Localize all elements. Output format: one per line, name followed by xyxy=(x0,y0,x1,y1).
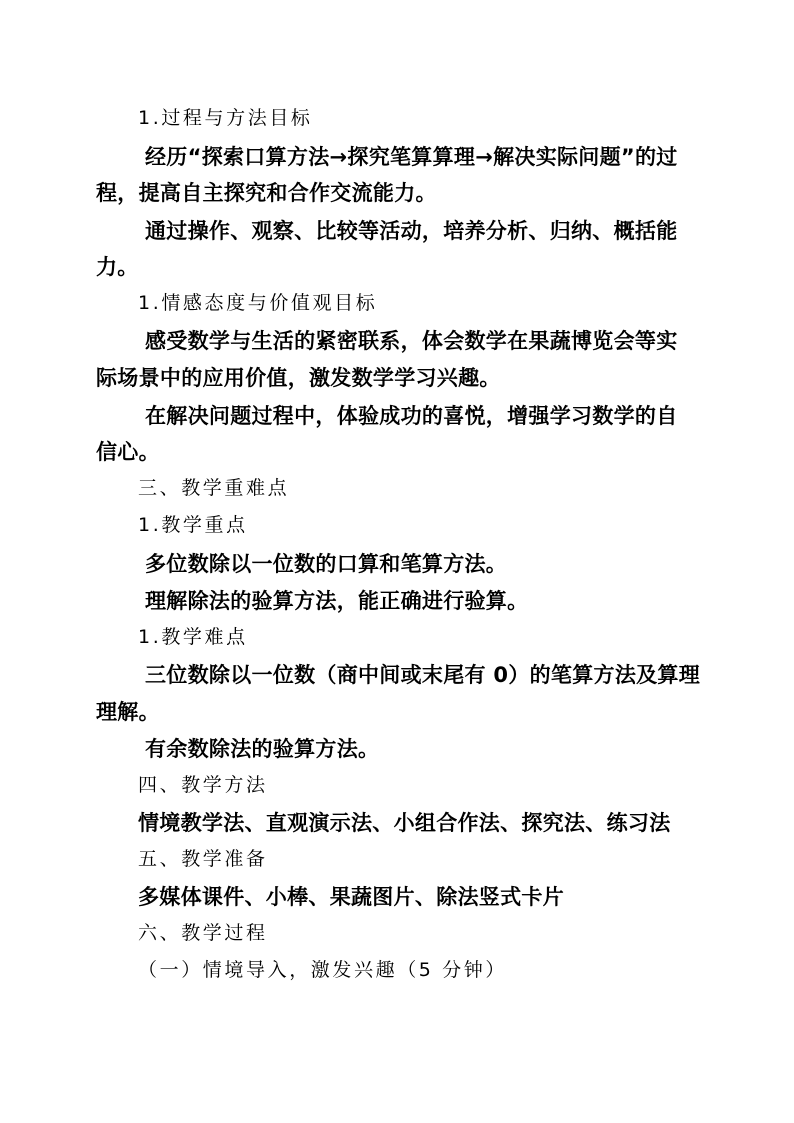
paragraph-line: 情境教学法、直观演示法、小组合作法、探究法、练习法 xyxy=(138,811,671,835)
subheading-key-points: 1.教学重点 xyxy=(138,514,248,536)
paragraph-line: 际场景中的应用价值，激发数学学习兴趣。 xyxy=(96,366,501,390)
heading-emotion-values-goal: 1.情感态度与价值观目标 xyxy=(138,292,378,314)
section-heading: 六、教学过程 xyxy=(138,922,268,944)
paragraph-line: 经历“探索口算方法→探究笔算算理→解决实际问题”的过 xyxy=(145,145,678,169)
paragraph-line: 程，提高自主探究和合作交流能力。 xyxy=(96,181,437,205)
paragraph-line: 理解除法的验算方法，能正确进行验算。 xyxy=(145,589,529,613)
paragraph-line: 通过操作、观察、比较等活动，培养分析、归纳、概括能 xyxy=(145,219,678,243)
paragraph-line: 信心。 xyxy=(96,440,160,464)
subheading-difficult-points: 1.教学难点 xyxy=(138,626,248,648)
section-heading: 四、教学方法 xyxy=(138,774,268,796)
section-heading: 三、教学重难点 xyxy=(138,477,290,499)
heading-process-method-goal: 1.过程与方法目标 xyxy=(138,107,313,129)
paragraph-line: 多位数除以一位数的口算和笔算方法。 xyxy=(145,552,508,576)
subsection-heading: （一）情境导入，激发兴趣（5 分钟） xyxy=(138,959,507,981)
paragraph-line: 理解。 xyxy=(96,700,160,724)
paragraph-line: 在解决问题过程中，体验成功的喜悦，增强学习数学的自 xyxy=(145,404,678,428)
paragraph-line: 感受数学与生活的紧密联系，体会数学在果蔬博览会等实 xyxy=(145,329,678,353)
paragraph-line: 三位数除以一位数（商中间或末尾有 0）的笔算方法及算理 xyxy=(145,663,701,687)
paragraph-line: 多媒体课件、小棒、果蔬图片、除法竖式卡片 xyxy=(138,885,564,909)
section-heading: 五、教学准备 xyxy=(138,848,268,870)
paragraph-line: 有余数除法的验算方法。 xyxy=(145,737,380,761)
paragraph-line: 力。 xyxy=(96,255,139,279)
